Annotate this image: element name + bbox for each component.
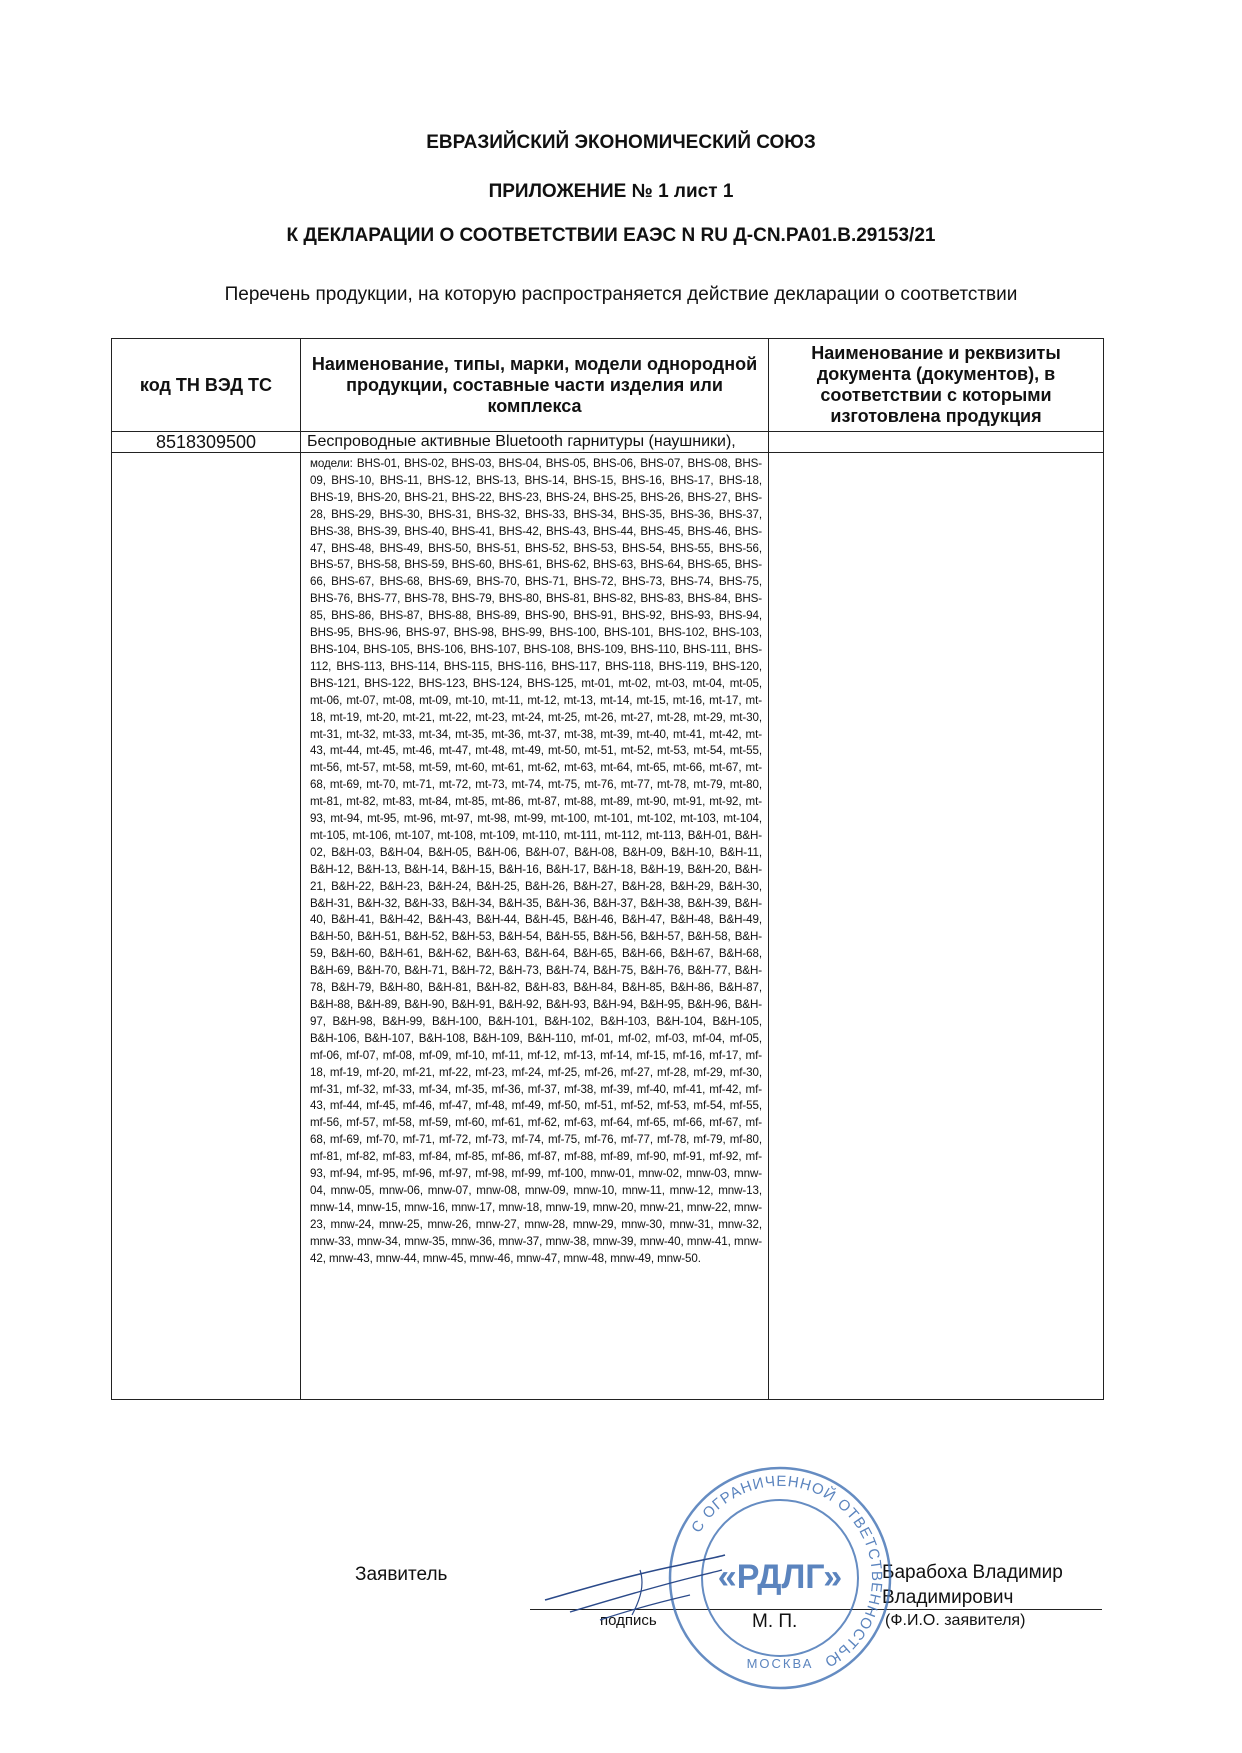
stamp-place-label: М. П. — [752, 1611, 798, 1632]
header-product: Наименование, типы, марки, модели однородной продукции, составные части изделия или комплекса — [301, 339, 769, 432]
appendix-title: ПРИЛОЖЕНИЕ № 1 лист 1 — [488, 181, 734, 202]
applicant-name-line1: Барабоха Владимир — [882, 1562, 1063, 1583]
tnved-code: 8518309500 — [112, 432, 301, 453]
svg-text:С ОГРАНИЧЕННОЙ ОТВЕТСТВЕННОСТЬ: С ОГРАНИЧЕННОЙ ОТВЕТСТВЕННОСТЬЮ — [688, 1472, 886, 1671]
header-document: Наименование и реквизиты документа (документов), в соответствии с которыми изготовлена продукция — [769, 339, 1104, 432]
models-list: модели: BHS-01, BHS-02, BHS-03, BHS-04, BHS-05, BHS-06, BHS-07, BHS-08, BHS-09, BHS-10, BHS-11, BHS-12, BHS-13, BHS-14, BHS-15, BHS-16, BHS-17, BHS-18, BHS-19, BHS-20, BHS-21, BHS-22, BHS-23, BHS-24, BHS-25, BHS-26, BHS-27, BHS-28, BHS-29, BHS-30, BHS-31, BHS-32, BHS-33, BHS-34, BHS-35, BHS-36, BHS-37, BHS-38, BHS-39, BHS-40, BHS-41, BHS-42, BHS-43, BHS-44, BHS-45, BHS-46, BHS-47, BHS-48, BHS-49, BHS-50, BHS-51, BHS-52, BHS-53, BHS-54, BHS-55, BHS-56, BHS-57, BHS-58, BHS-59, BHS-60, BHS-61, BHS-62, BHS-63, BHS-64, BHS-65, BHS-66, BHS-67, BHS-68, BHS-69, BHS-70, BHS-71, BHS-72, BHS-73, BHS-74, BHS-75, BHS-76, BHS-77, BHS-78, BHS-79, BHS-80, BHS-81, BHS-82, BHS-83, BHS-84, BHS-85, BHS-86, BHS-87, BHS-88, BHS-89, BHS-90, BHS-91, BHS-92, BHS-93, BHS-94, BHS-95, BHS-96, BHS-97, BHS-98, BHS-99, BHS-100, BHS-101, BHS-102, BHS-103, BHS-104, BHS-105, BHS-106, BHS-107, BHS-108, BHS-109, BHS-110, BHS-111, BHS-112, BHS-113, BHS-114, BHS-115, BHS-116, BHS-117, BHS-118, BHS-119, BHS-120, BHS-121, BHS-122, BHS-123, BHS-124, BHS-125, mt-01, mt-02, mt-03, mt-04, mt-05, mt-06, mt-07, mt-08, mt-09, mt-10, mt-11, mt-12, mt-13, mt-14, mt-15, mt-16, mt-17, mt-18, mt-19, mt-20, mt-21, mt-22, mt-23, mt-24, mt-25, mt-26, mt-27, mt-28, mt-29, mt-30, mt-31, mt-32, mt-33, mt-34, mt-35, mt-36, mt-37, mt-38, mt-39, mt-40, mt-41, mt-42, mt-43, mt-44, mt-45, mt-46, mt-47, mt-48, mt-49, mt-50, mt-51, mt-52, mt-53, mt-54, mt-55, mt-56, mt-57, mt-58, mt-59, mt-60, mt-61, mt-62, mt-63, mt-64, mt-65, mt-66, mt-67, mt-68, mt-69, mt-70, mt-71, mt-72, mt-73, mt-74, mt-75, mt-76, mt-77, mt-78, mt-79, mt-80, mt-81, mt-82, mt-83, mt-84, mt-85, mt-86, mt-87, mt-88, mt-89, mt-90, mt-91, mt-92, mt-93, mt-94, mt-95, mt-96, mt-97, mt-98, mt-99, mt-100, mt-101, mt-102, mt-103, mt-104, mt-105, mt-106, mt-107, mt-108, mt-109, mt-110, mt-111, mt-112, mt-113, B&H-01, B&H-02, B&H-03, B&H-04, B&H-05, B&H-06, B&H-07, B&H-08, B&H-09, B&H-10, B&H-11, B&H-12, B&H-13, B&H-14, B&H-15, B&H-16, B&H-17, B&H-18, B&H-19, B&H-20, B&H-21, B&H-22, B&H-23, B&H-24, B&H-25, B&H-26, B&H-27, B&H-28, B&H-29, B&H-30, B&H-31, B&H-32, B&H-33, B&H-34, B&H-35, B&H-36, B&H-37, B&H-38, B&H-39, B&H-40, B&H-41, B&H-42, B&H-43, B&H-44, B&H-45, B&H-46, B&H-47, B&H-48, B&H-49, B&H-50, B&H-51, B&H-52, B&H-53, B&H-54, B&H-55, B&H-56, B&H-57, B&H-58, B&H-59, B&H-60, B&H-61, B&H-62, B&H-63, B&H-64, B&H-65, B&H-66, B&H-67, B&H-68, B&H-69, B&H-70, B&H-71, B&H-72, B&H-73, B&H-74, B&H-75, B&H-76, B&H-77, B&H-78, B&H-79, B&H-80, B&H-81, B&H-82, B&H-83, B&H-84, B&H-85, B&H-86, B&H-87, B&H-88, B&H-89, B&H-90, B&H-91, B&H-92, B&H-93, B&H-94, B&H-95, B&H-96, B&H-97, B&H-98, B&H-99, B&H-100, B&H-101, B&H-102, B&H-103, B&H-104, B&H-105, B&H-106, B&H-107, B&H-108, B&H-109, B&H-110, mf-01, mf-02, mf-03, mf-04, mf-05, mf-06, mf-07, mf-08, mf-09, mf-10, mf-11, mf-12, mf-13, mf-14, mf-15, mf-16, mf-17, mf-18, mf-19, mf-20, mf-21, mf-22, mf-23, mf-24, mf-25, mf-26, mf-27, mf-28, mf-29, mf-30, mf-31, mf-32, mf-33, mf-34, mf-35, mf-36, mf-37, mf-38, mf-39, mf-40, mf-41, mf-42, mf-43, mf-44, mf-45, mf-46, mf-47, mf-48, mf-49, mf-50, mf-51, mf-52, mf-53, mf-54, mf-55, mf-56, mf-57, mf-58, mf-59, mf-60, mf-61, mf-62, mf-63, mf-64, mf-65, mf-66, mf-67, mf-68, mf-69, mf-70, mf-71, mf-72, mf-73, mf-74, mf-75, mf-76, mf-77, mf-78, mf-79, mf-80, mf-81, mf-82, mf-83, mf-84, mf-85, mf-86, mf-87, mf-88, mf-89, mf-90, mf-91, mf-92, mf-93, mf-94, mf-95, mf-96, mf-97, mf-98, mf-99, mf-100, mnw-01, mnw-02, mnw-03, mnw-04, mnw-05, mnw-06, mnw-07, mnw-08, mnw-09, mnw-10, mnw-11, mnw-12, mnw-13, mnw-14, mnw-15, mnw-16, mnw-17, mnw-18, mnw-19, mnw-20, mnw-21, mnw-22, mnw-23, mnw-24, mnw-25, mnw-26, mnw-27, mnw-28, mnw-29, mnw-30, mnw-31, mnw-32, mnw-33, mnw-34, mnw-35, mnw-36, mnw-37, mnw-38, mnw-39, mnw-40, mnw-41, mnw-42, mnw-43, mnw-44, mnw-45, mnw-46, mnw-47, mnw-48, mnw-49, mnw-50. — [301, 453, 769, 1400]
document-cell-top — [769, 432, 1104, 453]
table-header-row — [112, 339, 1104, 432]
table-row — [112, 432, 1104, 453]
fio-label: (Ф.И.О. заявителя) — [885, 1612, 1026, 1629]
subtitle: Перечень продукции, на которую распространяется действие декларации о соответствии — [224, 284, 1018, 305]
applicant-name-line2: Владимирович — [882, 1587, 1014, 1608]
svg-text:«РДЛГ»: «РДЛГ» — [717, 1558, 843, 1596]
empty-document-cell — [769, 453, 1104, 1400]
applicant-label: Заявитель — [355, 1564, 448, 1585]
header-tnved: код ТН ВЭД ТС — [112, 339, 301, 432]
product-name: Беспроводные активные Bluetooth гарнитуры (наушники), — [301, 432, 769, 453]
products-table — [111, 338, 1104, 1400]
union-title: ЕВРАЗИЙСКИЙ ЭКОНОМИЧЕСКИЙ СОЮЗ — [426, 132, 816, 153]
empty-code-cell — [112, 453, 301, 1400]
signature-icon — [540, 1540, 730, 1630]
declaration-title: К ДЕКЛАРАЦИИ О СООТВЕТСТВИИ ЕАЭС N RU Д-CN.PA01.B.29153/21 — [286, 225, 936, 246]
signature-label: подпись — [600, 1612, 657, 1629]
table-row — [112, 453, 1104, 1400]
svg-text:МОСКВА: МОСКВА — [746, 1656, 814, 1671]
